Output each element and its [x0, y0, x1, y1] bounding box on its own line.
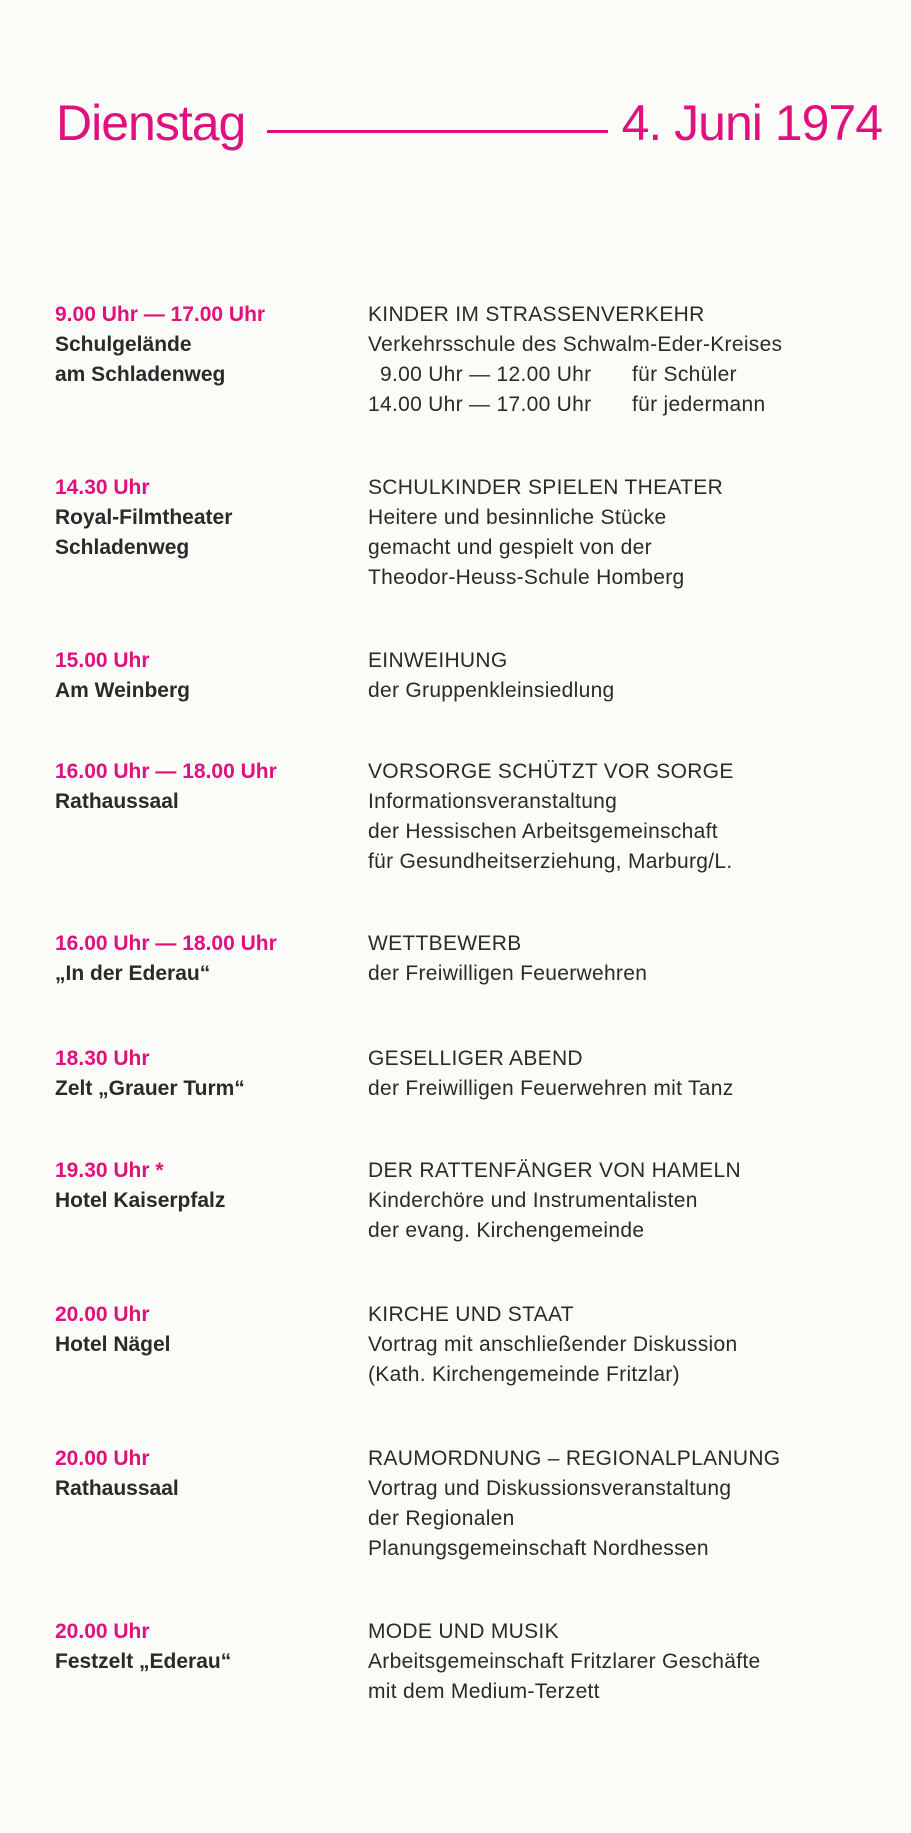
- weekday-heading: Dienstag: [56, 95, 246, 151]
- schedule-audience: für jedermann: [632, 393, 766, 416]
- event-when: [55, 1044, 355, 1104]
- event-detail-line: der Hessischen Arbeitsgemeinschaft: [368, 820, 718, 843]
- event-title: MODE UND MUSIK: [368, 1620, 559, 1643]
- event-title: EINWEIHUNG: [368, 649, 508, 672]
- event-detail-line: Verkehrsschule des Schwalm-Eder-Kreises: [368, 333, 783, 356]
- event-title: DER RATTENFÄNGER VON HAMELN: [368, 1159, 741, 1182]
- event-time: 20.00 Uhr: [55, 1447, 150, 1470]
- event-place: Royal-Filmtheater: [55, 506, 233, 529]
- event-title: KINDER IM STRASSENVERKEHR: [368, 303, 705, 326]
- event-detail-line: Planungsgemeinschaft Nordhessen: [368, 1537, 709, 1560]
- event-when: [55, 473, 355, 563]
- event-description: [368, 473, 888, 593]
- event-place: Schladenweg: [55, 536, 190, 559]
- event-when: [55, 646, 355, 706]
- event-when: [55, 300, 355, 390]
- date-heading: 4. Juni 1974: [621, 95, 882, 151]
- schedule-time: 9.00 Uhr — 12.00 Uhr: [380, 363, 592, 386]
- event-place: Rathaussaal: [55, 1477, 179, 1500]
- event-description: [368, 929, 888, 989]
- event-when: [55, 1300, 355, 1360]
- event-title: WETTBEWERB: [368, 932, 522, 955]
- event-detail-line: Informationsveranstaltung: [368, 790, 618, 813]
- schedule-row: [368, 360, 888, 390]
- event-detail-line: der Gruppenkleinsiedlung: [368, 679, 615, 702]
- event-place: „In der Ederau“: [55, 962, 211, 985]
- event-time: 15.00 Uhr: [55, 649, 150, 672]
- event-time: 20.00 Uhr: [55, 1303, 150, 1326]
- event-time: 19.30 Uhr *: [55, 1159, 164, 1182]
- event-when: [55, 757, 355, 817]
- schedule-row: [368, 390, 888, 420]
- event-when: [55, 1617, 355, 1677]
- event-detail-line: der Freiwilligen Feuerwehren mit Tanz: [368, 1077, 734, 1100]
- event-title: GESELLIGER ABEND: [368, 1047, 583, 1070]
- event-detail-line: für Gesundheitserziehung, Marburg/L.: [368, 850, 733, 873]
- event-description: [368, 646, 888, 706]
- event-time: 14.30 Uhr: [55, 476, 150, 499]
- event-detail-line: Theodor-Heuss-Schule Homberg: [368, 566, 685, 589]
- event-title: VORSORGE SCHÜTZT VOR SORGE: [368, 760, 734, 783]
- event-when: [55, 929, 355, 989]
- event-place: am Schladenweg: [55, 363, 226, 386]
- event-detail-line: der Freiwilligen Feuerwehren: [368, 962, 648, 985]
- event-place: Zelt „Grauer Turm“: [55, 1077, 245, 1100]
- event-description: [368, 1156, 888, 1246]
- schedule-time: 14.00 Uhr — 17.00 Uhr: [368, 393, 592, 416]
- event-title: SCHULKINDER SPIELEN THEATER: [368, 476, 724, 499]
- event-title: RAUMORDNUNG – REGIONALPLANUNG: [368, 1447, 781, 1470]
- event-description: [368, 1617, 888, 1707]
- event-detail-line: gemacht und gespielt von der: [368, 536, 652, 559]
- schedule-audience: für Schüler: [632, 363, 737, 386]
- event-description: [368, 1044, 888, 1104]
- event-description: [368, 300, 888, 420]
- event-detail-line: Heitere und besinnliche Stücke: [368, 506, 667, 529]
- event-description: [368, 1300, 888, 1390]
- event-detail-line: mit dem Medium-Terzett: [368, 1680, 600, 1703]
- event-time: 20.00 Uhr: [55, 1620, 150, 1643]
- event-place: Rathaussaal: [55, 790, 179, 813]
- event-place: Festzelt „Ederau“: [55, 1650, 232, 1673]
- event-description: [368, 1444, 888, 1564]
- event-detail-line: der Regionalen: [368, 1507, 515, 1530]
- event-title: KIRCHE UND STAAT: [368, 1303, 574, 1326]
- event-time: 16.00 Uhr — 18.00 Uhr: [55, 760, 277, 783]
- event-detail-line: der evang. Kirchengemeinde: [368, 1219, 645, 1242]
- event-detail-line: Vortrag mit anschließender Diskussion: [368, 1333, 738, 1356]
- event-time: 18.30 Uhr: [55, 1047, 150, 1070]
- event-detail-line: Vortrag und Diskussionsveranstaltung: [368, 1477, 732, 1500]
- event-detail-line: (Kath. Kirchengemeinde Fritzlar): [368, 1363, 680, 1386]
- event-place: Schulgelände: [55, 333, 192, 356]
- event-place: Hotel Nägel: [55, 1333, 171, 1356]
- event-detail-line: Kinderchöre und Instrumentalisten: [368, 1189, 698, 1212]
- event-place: Hotel Kaiserpfalz: [55, 1189, 226, 1212]
- event-time: 16.00 Uhr — 18.00 Uhr: [55, 932, 277, 955]
- event-when: [55, 1156, 355, 1216]
- event-time: 9.00 Uhr — 17.00 Uhr: [55, 303, 266, 326]
- event-when: [55, 1444, 355, 1504]
- event-detail-line: Arbeitsgemeinschaft Fritzlarer Geschäfte: [368, 1650, 761, 1673]
- event-description: [368, 757, 888, 877]
- event-place: Am Weinberg: [55, 679, 190, 702]
